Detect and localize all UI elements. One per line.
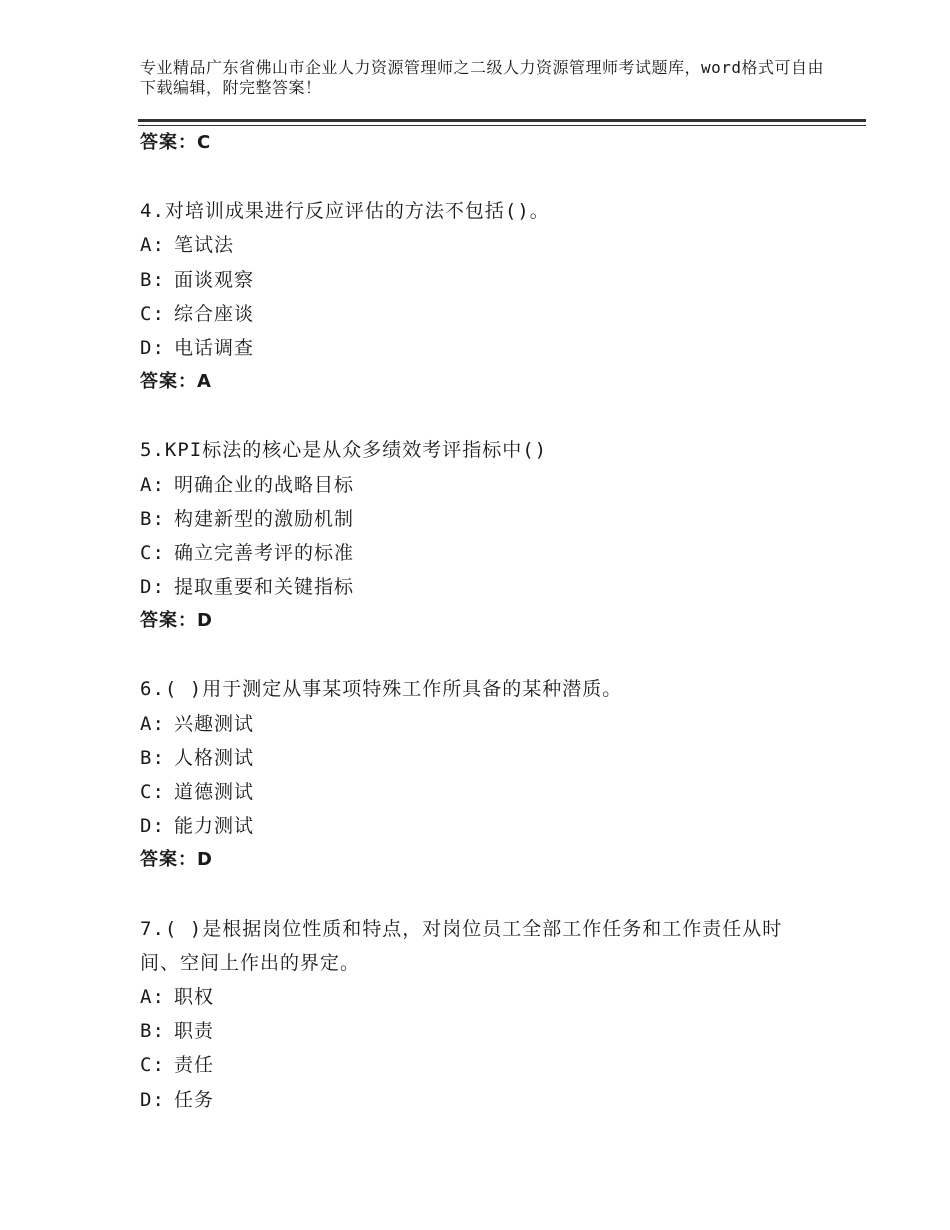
option-text: 明确企业的战略目标: [174, 473, 355, 496]
option-d: [140, 331, 840, 365]
option-letter: B:: [140, 746, 165, 769]
previous-answer: 答案：C: [140, 132, 212, 153]
question-5: [140, 433, 840, 638]
option-text: 道德测试: [174, 781, 255, 803]
option-letter: A:: [140, 985, 165, 1008]
question-stem: 7.( )是根据岗位性质和特点，对岗位员工全部工作任务和工作责任从时间、空间上作出的界定。: [140, 917, 783, 974]
option-a: [140, 468, 840, 502]
option-c: [140, 1048, 840, 1082]
option-d: [140, 809, 840, 843]
question-list: [140, 126, 840, 1117]
option-letter: D:: [140, 1088, 165, 1111]
option-text: 任务: [174, 1088, 215, 1111]
option-b: [140, 1014, 840, 1048]
question-stem: 6.( )用于测定从事某项特殊工作所具备的某种潜质。: [140, 678, 623, 701]
option-text: 责任: [174, 1054, 215, 1077]
option-a: [140, 228, 840, 262]
question-stem: 5.KPI标法的核心是从众多绩效考评指标中(): [140, 439, 548, 462]
option-letter: A:: [140, 234, 165, 257]
option-text: 兴趣测试: [174, 712, 255, 735]
option-letter: B:: [140, 1020, 165, 1043]
answer: 答案：D: [140, 610, 213, 632]
option-a: [140, 707, 840, 741]
option-d: [140, 570, 840, 604]
option-letter: B:: [140, 507, 165, 530]
option-text: 人格测试: [174, 746, 255, 769]
question-4: [140, 194, 840, 399]
answer: 答案：A: [140, 371, 212, 393]
option-letter: C:: [140, 781, 165, 803]
option-text: 综合座谈: [174, 302, 255, 325]
option-text: 职权: [174, 985, 215, 1008]
header-title: 专业精品广东省佛山市企业人力资源管理师之二级人力资源管理师考试题库，word格式可自由下载编辑，附完整答案！: [140, 58, 825, 97]
option-text: 职责: [174, 1020, 215, 1043]
option-d: [140, 1083, 840, 1117]
question-6: [140, 672, 840, 877]
question-stem: 4.对培训成果进行反应评估的方法不包括()。: [140, 200, 550, 223]
option-letter: C:: [140, 541, 165, 564]
option-letter: D:: [140, 815, 165, 838]
option-letter: A:: [140, 712, 165, 735]
option-c: [140, 536, 840, 570]
option-text: 电话调查: [174, 336, 255, 359]
option-letter: C:: [140, 1054, 165, 1077]
option-b: [140, 263, 840, 297]
option-a: [140, 980, 840, 1014]
option-c: [140, 297, 840, 331]
option-letter: A:: [140, 473, 165, 496]
option-text: 确立完善考评的标准: [174, 541, 355, 564]
option-text: 面谈观察: [174, 268, 255, 291]
option-text: 能力测试: [174, 815, 255, 838]
option-text: 笔试法: [174, 234, 235, 257]
option-b: [140, 741, 840, 775]
answer: 答案：D: [140, 849, 213, 871]
option-letter: B:: [140, 268, 165, 291]
option-b: [140, 502, 840, 536]
option-text: 提取重要和关键指标: [174, 576, 355, 599]
header-rule-thick: [138, 119, 866, 122]
option-letter: D:: [140, 576, 165, 599]
question-7: [140, 912, 840, 1117]
option-text: 构建新型的激励机制: [174, 507, 355, 530]
option-c: [140, 775, 840, 809]
option-letter: C:: [140, 302, 165, 325]
document-header: [140, 58, 830, 98]
option-letter: D:: [140, 336, 165, 359]
